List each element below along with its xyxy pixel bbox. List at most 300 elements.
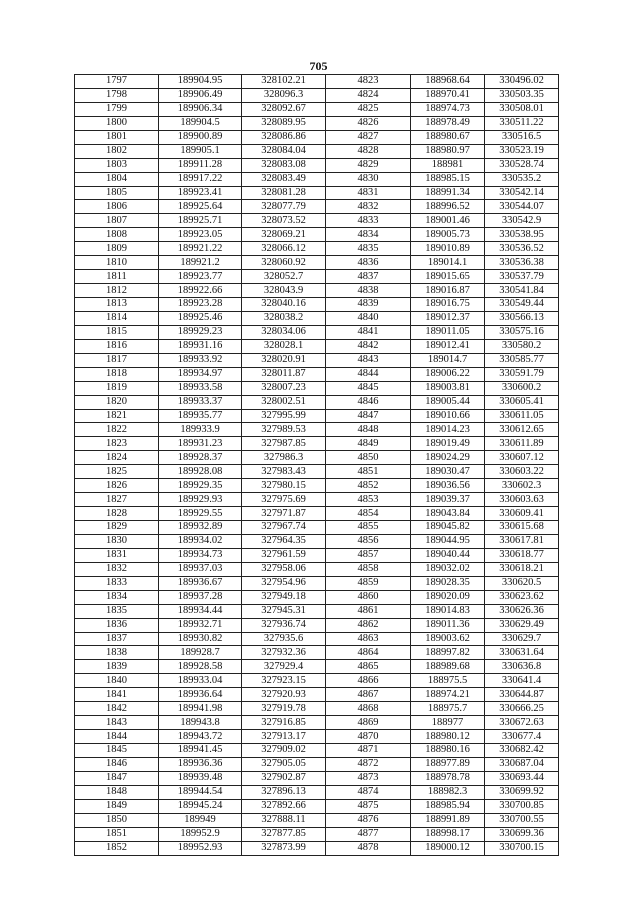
point-number-left-cell: 1824	[75, 451, 159, 465]
x-coordinate-right-cell: 189032.02	[411, 562, 485, 576]
y-coordinate-left-cell: 328043.9	[242, 284, 326, 298]
point-number-right-cell: 4831	[326, 186, 411, 200]
table-row	[75, 660, 559, 674]
table-row	[75, 172, 559, 186]
point-number-left-cell: 1822	[75, 423, 159, 437]
x-coordinate-left-cell: 189925.71	[159, 214, 242, 228]
point-number-right-cell: 4850	[326, 451, 411, 465]
table-row	[75, 702, 559, 716]
table-row	[75, 311, 559, 325]
point-number-left-cell: 1801	[75, 130, 159, 144]
x-coordinate-right-cell: 189001.46	[411, 214, 485, 228]
x-coordinate-left-cell: 189931.23	[159, 437, 242, 451]
y-coordinate-right-cell: 330528.74	[485, 158, 559, 172]
point-number-right-cell: 4826	[326, 116, 411, 130]
y-coordinate-right-cell: 330629.49	[485, 618, 559, 632]
x-coordinate-left-cell: 189952.93	[159, 841, 242, 855]
x-coordinate-left-cell: 189936.64	[159, 688, 242, 702]
point-number-right-cell: 4859	[326, 576, 411, 590]
point-number-right-cell: 4834	[326, 228, 411, 242]
point-number-left-cell: 1799	[75, 102, 159, 116]
point-number-left-cell: 1818	[75, 367, 159, 381]
y-coordinate-right-cell: 330600.2	[485, 381, 559, 395]
table-row	[75, 618, 559, 632]
y-coordinate-right-cell: 330535.2	[485, 172, 559, 186]
table-row	[75, 75, 559, 89]
point-number-right-cell: 4824	[326, 88, 411, 102]
x-coordinate-right-cell: 188991.89	[411, 813, 485, 827]
point-number-left-cell: 1820	[75, 395, 159, 409]
point-number-right-cell: 4867	[326, 688, 411, 702]
x-coordinate-right-cell: 188968.64	[411, 75, 485, 89]
x-coordinate-right-cell: 188991.34	[411, 186, 485, 200]
x-coordinate-right-cell: 189028.35	[411, 576, 485, 590]
table-row	[75, 827, 559, 841]
table-row	[75, 242, 559, 256]
x-coordinate-right-cell: 189010.89	[411, 242, 485, 256]
x-coordinate-right-cell: 189045.82	[411, 521, 485, 535]
x-coordinate-left-cell: 189904.5	[159, 116, 242, 130]
y-coordinate-left-cell: 328028.1	[242, 339, 326, 353]
y-coordinate-right-cell: 330511.22	[485, 116, 559, 130]
y-coordinate-right-cell: 330544.07	[485, 200, 559, 214]
table-row	[75, 716, 559, 730]
point-number-left-cell: 1798	[75, 88, 159, 102]
point-number-right-cell: 4823	[326, 75, 411, 89]
x-coordinate-left-cell: 189929.35	[159, 479, 242, 493]
y-coordinate-left-cell: 327954.96	[242, 576, 326, 590]
x-coordinate-right-cell: 188997.82	[411, 646, 485, 660]
x-coordinate-left-cell: 189928.58	[159, 660, 242, 674]
point-number-right-cell: 4876	[326, 813, 411, 827]
table-row	[75, 200, 559, 214]
x-coordinate-left-cell: 189900.89	[159, 130, 242, 144]
point-number-left-cell: 1844	[75, 730, 159, 744]
point-number-right-cell: 4858	[326, 562, 411, 576]
x-coordinate-left-cell: 189929.23	[159, 325, 242, 339]
x-coordinate-right-cell: 188977	[411, 716, 485, 730]
table-row	[75, 367, 559, 381]
y-coordinate-left-cell: 328083.49	[242, 172, 326, 186]
x-coordinate-right-cell: 188996.52	[411, 200, 485, 214]
point-number-right-cell: 4832	[326, 200, 411, 214]
point-number-left-cell: 1803	[75, 158, 159, 172]
table-row	[75, 437, 559, 451]
y-coordinate-right-cell: 330542.9	[485, 214, 559, 228]
point-number-left-cell: 1808	[75, 228, 159, 242]
table-row	[75, 646, 559, 660]
x-coordinate-right-cell: 188981	[411, 158, 485, 172]
x-coordinate-left-cell: 189928.37	[159, 451, 242, 465]
y-coordinate-right-cell: 330611.05	[485, 409, 559, 423]
point-number-right-cell: 4872	[326, 757, 411, 771]
point-number-right-cell: 4864	[326, 646, 411, 660]
y-coordinate-right-cell: 330618.21	[485, 562, 559, 576]
x-coordinate-right-cell: 188974.73	[411, 102, 485, 116]
y-coordinate-left-cell: 328060.92	[242, 256, 326, 270]
point-number-right-cell: 4875	[326, 799, 411, 813]
y-coordinate-right-cell: 330549.44	[485, 298, 559, 312]
point-number-left-cell: 1813	[75, 298, 159, 312]
x-coordinate-left-cell: 189944.54	[159, 785, 242, 799]
y-coordinate-right-cell: 330607.12	[485, 451, 559, 465]
y-coordinate-right-cell: 330666.25	[485, 702, 559, 716]
point-number-right-cell: 4848	[326, 423, 411, 437]
y-coordinate-left-cell: 328040.16	[242, 298, 326, 312]
point-number-right-cell: 4877	[326, 827, 411, 841]
x-coordinate-right-cell: 188982.3	[411, 785, 485, 799]
table-row	[75, 353, 559, 367]
x-coordinate-right-cell: 189043.84	[411, 507, 485, 521]
point-number-right-cell: 4845	[326, 381, 411, 395]
y-coordinate-left-cell: 327945.31	[242, 604, 326, 618]
y-coordinate-left-cell: 327961.59	[242, 548, 326, 562]
point-number-right-cell: 4854	[326, 507, 411, 521]
coordinates-table	[74, 74, 559, 856]
point-number-left-cell: 1842	[75, 702, 159, 716]
x-coordinate-left-cell: 189936.67	[159, 576, 242, 590]
point-number-right-cell: 4844	[326, 367, 411, 381]
point-number-left-cell: 1834	[75, 590, 159, 604]
y-coordinate-right-cell: 330611.89	[485, 437, 559, 451]
x-coordinate-right-cell: 188970.41	[411, 88, 485, 102]
x-coordinate-left-cell: 189933.58	[159, 381, 242, 395]
point-number-right-cell: 4861	[326, 604, 411, 618]
table-row	[75, 298, 559, 312]
point-number-right-cell: 4833	[326, 214, 411, 228]
table-row	[75, 576, 559, 590]
point-number-right-cell: 4873	[326, 771, 411, 785]
x-coordinate-right-cell: 189005.73	[411, 228, 485, 242]
x-coordinate-right-cell: 189015.65	[411, 270, 485, 284]
point-number-left-cell: 1850	[75, 813, 159, 827]
x-coordinate-left-cell: 189929.93	[159, 493, 242, 507]
y-coordinate-right-cell: 330700.15	[485, 841, 559, 855]
x-coordinate-left-cell: 189937.28	[159, 590, 242, 604]
y-coordinate-left-cell: 327987.85	[242, 437, 326, 451]
x-coordinate-left-cell: 189905.1	[159, 144, 242, 158]
point-number-right-cell: 4852	[326, 479, 411, 493]
point-number-left-cell: 1849	[75, 799, 159, 813]
x-coordinate-left-cell: 189923.77	[159, 270, 242, 284]
x-coordinate-right-cell: 189019.49	[411, 437, 485, 451]
x-coordinate-right-cell: 189020.09	[411, 590, 485, 604]
x-coordinate-right-cell: 189036.56	[411, 479, 485, 493]
y-coordinate-left-cell: 327913.17	[242, 730, 326, 744]
point-number-left-cell: 1812	[75, 284, 159, 298]
point-number-right-cell: 4868	[326, 702, 411, 716]
y-coordinate-right-cell: 330693.44	[485, 771, 559, 785]
table-row	[75, 534, 559, 548]
point-number-left-cell: 1802	[75, 144, 159, 158]
x-coordinate-right-cell: 189003.81	[411, 381, 485, 395]
y-coordinate-right-cell: 330503.35	[485, 88, 559, 102]
point-number-left-cell: 1825	[75, 465, 159, 479]
y-coordinate-left-cell: 328034.06	[242, 325, 326, 339]
x-coordinate-left-cell: 189917.22	[159, 172, 242, 186]
point-number-right-cell: 4860	[326, 590, 411, 604]
x-coordinate-left-cell: 189941.45	[159, 744, 242, 758]
x-coordinate-right-cell: 189010.66	[411, 409, 485, 423]
point-number-left-cell: 1840	[75, 674, 159, 688]
table-row	[75, 256, 559, 270]
point-number-left-cell: 1845	[75, 744, 159, 758]
x-coordinate-right-cell: 188980.16	[411, 744, 485, 758]
y-coordinate-right-cell: 330682.42	[485, 744, 559, 758]
y-coordinate-left-cell: 328066.12	[242, 242, 326, 256]
point-number-left-cell: 1843	[75, 716, 159, 730]
point-number-left-cell: 1852	[75, 841, 159, 855]
y-coordinate-left-cell: 327932.36	[242, 646, 326, 660]
x-coordinate-left-cell: 189935.77	[159, 409, 242, 423]
x-coordinate-left-cell: 189923.28	[159, 298, 242, 312]
point-number-left-cell: 1828	[75, 507, 159, 521]
table-row	[75, 688, 559, 702]
y-coordinate-left-cell: 327958.06	[242, 562, 326, 576]
y-coordinate-right-cell: 330672.63	[485, 716, 559, 730]
x-coordinate-right-cell: 188980.12	[411, 730, 485, 744]
x-coordinate-left-cell: 189933.9	[159, 423, 242, 437]
x-coordinate-right-cell: 189024.29	[411, 451, 485, 465]
y-coordinate-right-cell: 330508.01	[485, 102, 559, 116]
y-coordinate-left-cell: 327877.85	[242, 827, 326, 841]
point-number-left-cell: 1827	[75, 493, 159, 507]
y-coordinate-left-cell: 327995.99	[242, 409, 326, 423]
y-coordinate-left-cell: 328069.21	[242, 228, 326, 242]
y-coordinate-left-cell: 327967.74	[242, 521, 326, 535]
y-coordinate-left-cell: 327989.53	[242, 423, 326, 437]
y-coordinate-left-cell: 328096.3	[242, 88, 326, 102]
y-coordinate-right-cell: 330700.55	[485, 813, 559, 827]
y-coordinate-right-cell: 330641.4	[485, 674, 559, 688]
y-coordinate-left-cell: 328102.21	[242, 75, 326, 89]
x-coordinate-left-cell: 189934.44	[159, 604, 242, 618]
point-number-left-cell: 1829	[75, 521, 159, 535]
point-number-right-cell: 4838	[326, 284, 411, 298]
y-coordinate-left-cell: 328083.08	[242, 158, 326, 172]
y-coordinate-left-cell: 327971.87	[242, 507, 326, 521]
point-number-left-cell: 1797	[75, 75, 159, 89]
table-row	[75, 785, 559, 799]
y-coordinate-right-cell: 330629.7	[485, 632, 559, 646]
x-coordinate-left-cell: 189921.2	[159, 256, 242, 270]
y-coordinate-right-cell: 330603.63	[485, 493, 559, 507]
point-number-right-cell: 4829	[326, 158, 411, 172]
table-row	[75, 548, 559, 562]
x-coordinate-right-cell: 189016.87	[411, 284, 485, 298]
table-row	[75, 521, 559, 535]
table-row	[75, 507, 559, 521]
point-number-right-cell: 4828	[326, 144, 411, 158]
table-row	[75, 757, 559, 771]
y-coordinate-right-cell: 330496.02	[485, 75, 559, 89]
y-coordinate-right-cell: 330631.64	[485, 646, 559, 660]
y-coordinate-left-cell: 328002.51	[242, 395, 326, 409]
x-coordinate-right-cell: 189044.95	[411, 534, 485, 548]
y-coordinate-left-cell: 327905.05	[242, 757, 326, 771]
y-coordinate-right-cell: 330602.3	[485, 479, 559, 493]
point-number-right-cell: 4855	[326, 521, 411, 535]
table-row	[75, 771, 559, 785]
y-coordinate-left-cell: 327919.78	[242, 702, 326, 716]
point-number-right-cell: 4869	[326, 716, 411, 730]
table-row	[75, 116, 559, 130]
y-coordinate-left-cell: 327902.87	[242, 771, 326, 785]
point-number-right-cell: 4863	[326, 632, 411, 646]
x-coordinate-right-cell: 188975.5	[411, 674, 485, 688]
x-coordinate-left-cell: 189934.97	[159, 367, 242, 381]
y-coordinate-left-cell: 328073.52	[242, 214, 326, 228]
point-number-left-cell: 1823	[75, 437, 159, 451]
y-coordinate-right-cell: 330699.36	[485, 827, 559, 841]
point-number-left-cell: 1821	[75, 409, 159, 423]
x-coordinate-right-cell: 189039.37	[411, 493, 485, 507]
x-coordinate-left-cell: 189939.48	[159, 771, 242, 785]
y-coordinate-right-cell: 330537.79	[485, 270, 559, 284]
y-coordinate-left-cell: 328092.67	[242, 102, 326, 116]
x-coordinate-left-cell: 189949	[159, 813, 242, 827]
x-coordinate-left-cell: 189928.7	[159, 646, 242, 660]
x-coordinate-right-cell: 189011.05	[411, 325, 485, 339]
x-coordinate-right-cell: 188977.89	[411, 757, 485, 771]
y-coordinate-right-cell: 330536.38	[485, 256, 559, 270]
point-number-left-cell: 1819	[75, 381, 159, 395]
y-coordinate-right-cell: 330585.77	[485, 353, 559, 367]
y-coordinate-left-cell: 328077.79	[242, 200, 326, 214]
point-number-right-cell: 4827	[326, 130, 411, 144]
x-coordinate-right-cell: 188985.94	[411, 799, 485, 813]
x-coordinate-left-cell: 189933.04	[159, 674, 242, 688]
y-coordinate-right-cell: 330609.41	[485, 507, 559, 521]
point-number-left-cell: 1817	[75, 353, 159, 367]
point-number-left-cell: 1800	[75, 116, 159, 130]
point-number-right-cell: 4856	[326, 534, 411, 548]
x-coordinate-left-cell: 189923.41	[159, 186, 242, 200]
point-number-right-cell: 4857	[326, 548, 411, 562]
y-coordinate-left-cell: 327920.93	[242, 688, 326, 702]
point-number-left-cell: 1831	[75, 548, 159, 562]
point-number-left-cell: 1841	[75, 688, 159, 702]
point-number-right-cell: 4866	[326, 674, 411, 688]
x-coordinate-left-cell: 189943.72	[159, 730, 242, 744]
point-number-left-cell: 1815	[75, 325, 159, 339]
y-coordinate-right-cell: 330618.77	[485, 548, 559, 562]
x-coordinate-left-cell: 189934.02	[159, 534, 242, 548]
y-coordinate-left-cell: 327929.4	[242, 660, 326, 674]
point-number-right-cell: 4837	[326, 270, 411, 284]
table-row	[75, 423, 559, 437]
table-row	[75, 479, 559, 493]
coordinates-table-body	[75, 75, 559, 856]
point-number-left-cell: 1838	[75, 646, 159, 660]
y-coordinate-right-cell: 330542.14	[485, 186, 559, 200]
y-coordinate-right-cell: 330699.92	[485, 785, 559, 799]
y-coordinate-left-cell: 328038.2	[242, 311, 326, 325]
x-coordinate-right-cell: 188989.68	[411, 660, 485, 674]
point-number-left-cell: 1837	[75, 632, 159, 646]
y-coordinate-left-cell: 328089.95	[242, 116, 326, 130]
point-number-left-cell: 1807	[75, 214, 159, 228]
y-coordinate-left-cell: 327892.66	[242, 799, 326, 813]
y-coordinate-left-cell: 327964.35	[242, 534, 326, 548]
point-number-right-cell: 4862	[326, 618, 411, 632]
y-coordinate-right-cell: 330575.16	[485, 325, 559, 339]
point-number-right-cell: 4878	[326, 841, 411, 855]
point-number-right-cell: 4846	[326, 395, 411, 409]
x-coordinate-right-cell: 189003.62	[411, 632, 485, 646]
table-row	[75, 270, 559, 284]
x-coordinate-left-cell: 189906.49	[159, 88, 242, 102]
x-coordinate-right-cell: 189005.44	[411, 395, 485, 409]
x-coordinate-left-cell: 189937.03	[159, 562, 242, 576]
point-number-left-cell: 1832	[75, 562, 159, 576]
y-coordinate-right-cell: 330523.19	[485, 144, 559, 158]
y-coordinate-right-cell: 330644.87	[485, 688, 559, 702]
x-coordinate-left-cell: 189934.73	[159, 548, 242, 562]
x-coordinate-right-cell: 189014.83	[411, 604, 485, 618]
y-coordinate-right-cell: 330612.65	[485, 423, 559, 437]
y-coordinate-left-cell: 327949.18	[242, 590, 326, 604]
table-row	[75, 102, 559, 116]
x-coordinate-right-cell: 188980.97	[411, 144, 485, 158]
x-coordinate-left-cell: 189936.36	[159, 757, 242, 771]
y-coordinate-right-cell: 330687.04	[485, 757, 559, 771]
x-coordinate-right-cell: 188974.21	[411, 688, 485, 702]
y-coordinate-right-cell: 330516.5	[485, 130, 559, 144]
table-row	[75, 674, 559, 688]
y-coordinate-left-cell: 328007.23	[242, 381, 326, 395]
point-number-left-cell: 1805	[75, 186, 159, 200]
y-coordinate-right-cell: 330617.81	[485, 534, 559, 548]
point-number-left-cell: 1851	[75, 827, 159, 841]
x-coordinate-right-cell: 189030.47	[411, 465, 485, 479]
y-coordinate-right-cell: 330636.8	[485, 660, 559, 674]
point-number-right-cell: 4825	[326, 102, 411, 116]
y-coordinate-left-cell: 327896.13	[242, 785, 326, 799]
x-coordinate-left-cell: 189933.37	[159, 395, 242, 409]
y-coordinate-right-cell: 330603.22	[485, 465, 559, 479]
x-coordinate-left-cell: 189933.92	[159, 353, 242, 367]
point-number-right-cell: 4830	[326, 172, 411, 186]
point-number-left-cell: 1833	[75, 576, 159, 590]
x-coordinate-right-cell: 189016.75	[411, 298, 485, 312]
y-coordinate-left-cell: 328086.86	[242, 130, 326, 144]
table-row	[75, 186, 559, 200]
table-row	[75, 799, 559, 813]
point-number-left-cell: 1847	[75, 771, 159, 785]
table-row	[75, 465, 559, 479]
x-coordinate-left-cell: 189943.8	[159, 716, 242, 730]
y-coordinate-left-cell: 327888.11	[242, 813, 326, 827]
y-coordinate-left-cell: 328052.7	[242, 270, 326, 284]
table-row	[75, 144, 559, 158]
point-number-right-cell: 4839	[326, 298, 411, 312]
point-number-left-cell: 1830	[75, 534, 159, 548]
y-coordinate-left-cell: 327935.6	[242, 632, 326, 646]
y-coordinate-left-cell: 327873.99	[242, 841, 326, 855]
x-coordinate-right-cell: 189014.23	[411, 423, 485, 437]
x-coordinate-left-cell: 189928.08	[159, 465, 242, 479]
point-number-right-cell: 4840	[326, 311, 411, 325]
x-coordinate-right-cell: 189040.44	[411, 548, 485, 562]
x-coordinate-left-cell: 189952.9	[159, 827, 242, 841]
x-coordinate-left-cell: 189922.66	[159, 284, 242, 298]
x-coordinate-left-cell: 189911.28	[159, 158, 242, 172]
table-row	[75, 730, 559, 744]
x-coordinate-right-cell: 188985.15	[411, 172, 485, 186]
table-row	[75, 744, 559, 758]
table-row	[75, 88, 559, 102]
